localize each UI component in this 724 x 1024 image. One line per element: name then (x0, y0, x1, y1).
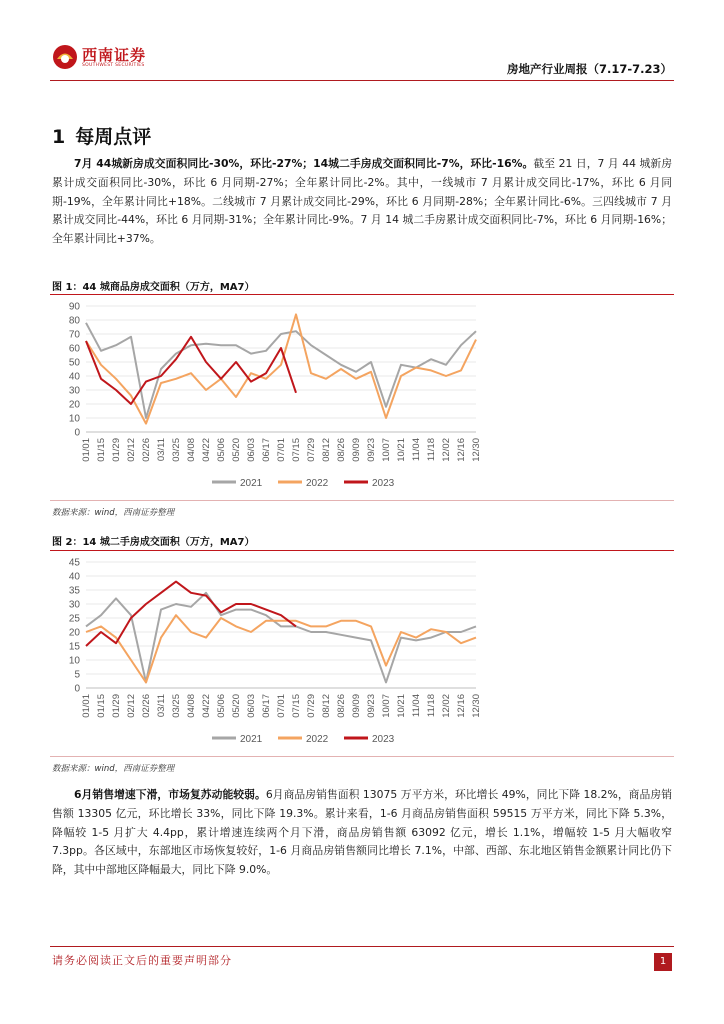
x-tick-label: 12/16 (456, 694, 467, 718)
page-number: 1 (654, 953, 672, 971)
y-tick-label: 10 (68, 413, 80, 425)
y-tick-label: 20 (68, 627, 80, 639)
x-tick-label: 05/20 (231, 694, 242, 718)
paragraph-lead: 6月销售增速下滑，市场复苏动能较弱。 (74, 788, 266, 801)
x-tick-label: 01/29 (111, 438, 122, 462)
x-tick-label: 05/06 (216, 438, 227, 462)
x-tick-label: 12/30 (471, 694, 482, 718)
x-tick-label: 01/01 (81, 438, 92, 462)
y-tick-label: 35 (68, 585, 80, 597)
logo-chinese-name: 西南证券 (82, 45, 147, 64)
x-tick-label: 12/02 (441, 438, 452, 462)
x-tick-label: 12/16 (456, 438, 467, 462)
paragraph-lead: 7月 44城新房成交面积同比-30%，环比-27%；14城二手房成交面积同比-7%，环比-16%。 (74, 157, 534, 170)
x-tick-label: 01/15 (96, 438, 107, 462)
y-tick-label: 60 (68, 343, 80, 355)
legend-label-2022: 2022 (306, 478, 329, 489)
y-tick-label: 80 (68, 315, 80, 327)
y-tick-label: 30 (68, 385, 80, 397)
y-tick-label: 90 (68, 301, 80, 313)
x-tick-label: 05/20 (231, 438, 242, 462)
x-tick-label: 06/03 (246, 694, 257, 718)
x-tick-label: 07/29 (306, 438, 317, 462)
y-tick-label: 5 (74, 669, 80, 681)
x-tick-label: 07/15 (291, 694, 302, 718)
y-tick-label: 0 (74, 427, 80, 439)
figure-2-title: 图 2：14 城二手房成交面积（万方，MA7） (52, 537, 255, 548)
x-tick-label: 05/06 (216, 694, 227, 718)
section-heading (52, 122, 151, 149)
x-tick-label: 02/26 (141, 438, 152, 462)
y-tick-label: 45 (68, 557, 80, 569)
y-tick-label: 40 (68, 571, 80, 583)
y-tick-label: 40 (68, 371, 80, 383)
x-tick-label: 07/15 (291, 438, 302, 462)
disclaimer-note: 请务必阅读正文后的重要声明部分 (52, 954, 232, 967)
x-tick-label: 07/01 (276, 694, 287, 718)
series-line-2023 (86, 337, 296, 404)
x-tick-label: 10/07 (381, 438, 392, 462)
x-tick-label: 08/26 (336, 694, 347, 718)
x-tick-label: 01/15 (96, 694, 107, 718)
weekly-review-paragraph (52, 155, 672, 249)
paragraph-body: 6月商品房销售面积 13075 万平方米，环比增长 49%，同比下降 18.2%，商品房销售额 13305 亿元，环比增长 33%，同比下降 19.3%。累计来看，1-6 月商品房销售面积 59515 万平方米，同比下降 5.3%，降幅较 1-5 月扩大 4.4pp，累计增速连续两个月下滑，商品房销售额 63092 亿元，增长 1.1%，增幅较 1-5 月大幅收窄 7.3pp。各区域中，东部地区市场恢复较好，1-6 月商品房销售额同比增长 7.1%，中部、西部、东北地区销售金额累计同比仍下降，其中中部地区降幅最大，同比下降 9.0%。 (52, 788, 672, 877)
x-tick-label: 04/08 (186, 694, 197, 718)
legend-label-2021: 2021 (240, 478, 263, 489)
y-tick-label: 20 (68, 399, 80, 411)
x-tick-label: 06/17 (261, 438, 272, 462)
x-tick-label: 10/07 (381, 694, 392, 718)
sales-analysis-paragraph (52, 786, 672, 880)
x-tick-label: 06/17 (261, 694, 272, 718)
figure-1-bottom-rule (50, 500, 674, 501)
logo-english-name: SOUTHWEST SECURITIES (82, 62, 145, 68)
x-tick-label: 11/04 (411, 438, 422, 462)
legend-label-2022: 2022 (306, 734, 329, 745)
footer-divider (50, 946, 674, 947)
x-tick-label: 09/23 (366, 694, 377, 718)
x-tick-label: 08/12 (321, 694, 332, 718)
section-number: 1 (52, 126, 66, 148)
y-tick-label: 30 (68, 599, 80, 611)
chart-44-city-new-home-sales (52, 298, 492, 498)
x-tick-label: 03/25 (171, 694, 182, 718)
y-tick-label: 70 (68, 329, 80, 341)
x-tick-label: 11/04 (411, 694, 422, 718)
x-tick-label: 11/18 (426, 694, 437, 718)
x-tick-label: 03/25 (171, 438, 182, 462)
x-tick-label: 07/01 (276, 438, 287, 462)
report-title: 房地产行业周报（7.17-7.23） (506, 62, 672, 76)
figure-1-source: 数据来源：wind，西南证券整理 (52, 508, 175, 518)
x-tick-label: 07/29 (306, 694, 317, 718)
x-tick-label: 10/21 (396, 694, 407, 718)
x-tick-label: 02/26 (141, 694, 152, 718)
x-tick-label: 09/23 (366, 438, 377, 462)
y-tick-label: 25 (68, 613, 80, 625)
figure-2-source: 数据来源：wind，西南证券整理 (52, 764, 175, 774)
x-tick-label: 02/12 (126, 694, 137, 718)
x-tick-label: 04/22 (201, 694, 212, 718)
x-tick-label: 08/26 (336, 438, 347, 462)
company-logo (52, 44, 146, 70)
x-tick-label: 12/02 (441, 694, 452, 718)
figure-1-top-rule (50, 294, 674, 295)
x-tick-label: 12/30 (471, 438, 482, 462)
legend-label-2021: 2021 (240, 734, 263, 745)
x-tick-label: 09/09 (351, 694, 362, 718)
y-tick-label: 50 (68, 357, 80, 369)
logo-emblem-icon (52, 44, 78, 70)
figure-2-top-rule (50, 550, 674, 551)
x-tick-label: 11/18 (426, 438, 437, 462)
y-tick-label: 15 (68, 641, 80, 653)
x-tick-label: 02/12 (126, 438, 137, 462)
x-tick-label: 04/22 (201, 438, 212, 462)
legend-label-2023: 2023 (372, 734, 395, 745)
x-tick-label: 03/11 (156, 438, 167, 462)
x-tick-label: 06/03 (246, 438, 257, 462)
x-tick-label: 01/01 (81, 694, 92, 718)
x-tick-label: 10/21 (396, 438, 407, 462)
x-tick-label: 01/29 (111, 694, 122, 718)
x-tick-label: 03/11 (156, 694, 167, 718)
x-tick-label: 04/08 (186, 438, 197, 462)
figure-1-title: 图 1：44 城商品房成交面积（万方，MA7） (52, 282, 255, 293)
figure-2-bottom-rule (50, 756, 674, 757)
section-title: 每周点评 (75, 126, 152, 148)
x-tick-label: 08/12 (321, 438, 332, 462)
chart-14-city-second-hand-sales (52, 554, 492, 754)
x-tick-label: 09/09 (351, 438, 362, 462)
y-tick-label: 0 (74, 683, 80, 695)
header-divider (50, 80, 674, 81)
y-tick-label: 10 (68, 655, 80, 667)
paragraph-body: 截至 21 日，7 月 44 城新房累计成交面积同比-30%，环比 6 月同期-27%；全年累计同比-2%。其中，一线城市 7 月累计成交同比-17%，环比 6 月同期-19%，全年累计同比+18%。二线城市 7 月累计成交同比-29%，环比 6 月同期-28%；全年累计同比-6%。三四线城市 7 月累计成交同比-44%，环比 6 月同期-31%；全年累计同比-9%。7 月 14 城二手房累计成交面积同比-7%，环比 6 月同期-16%；全年累计同比+37%。 (52, 157, 672, 246)
legend-label-2023: 2023 (372, 478, 395, 489)
